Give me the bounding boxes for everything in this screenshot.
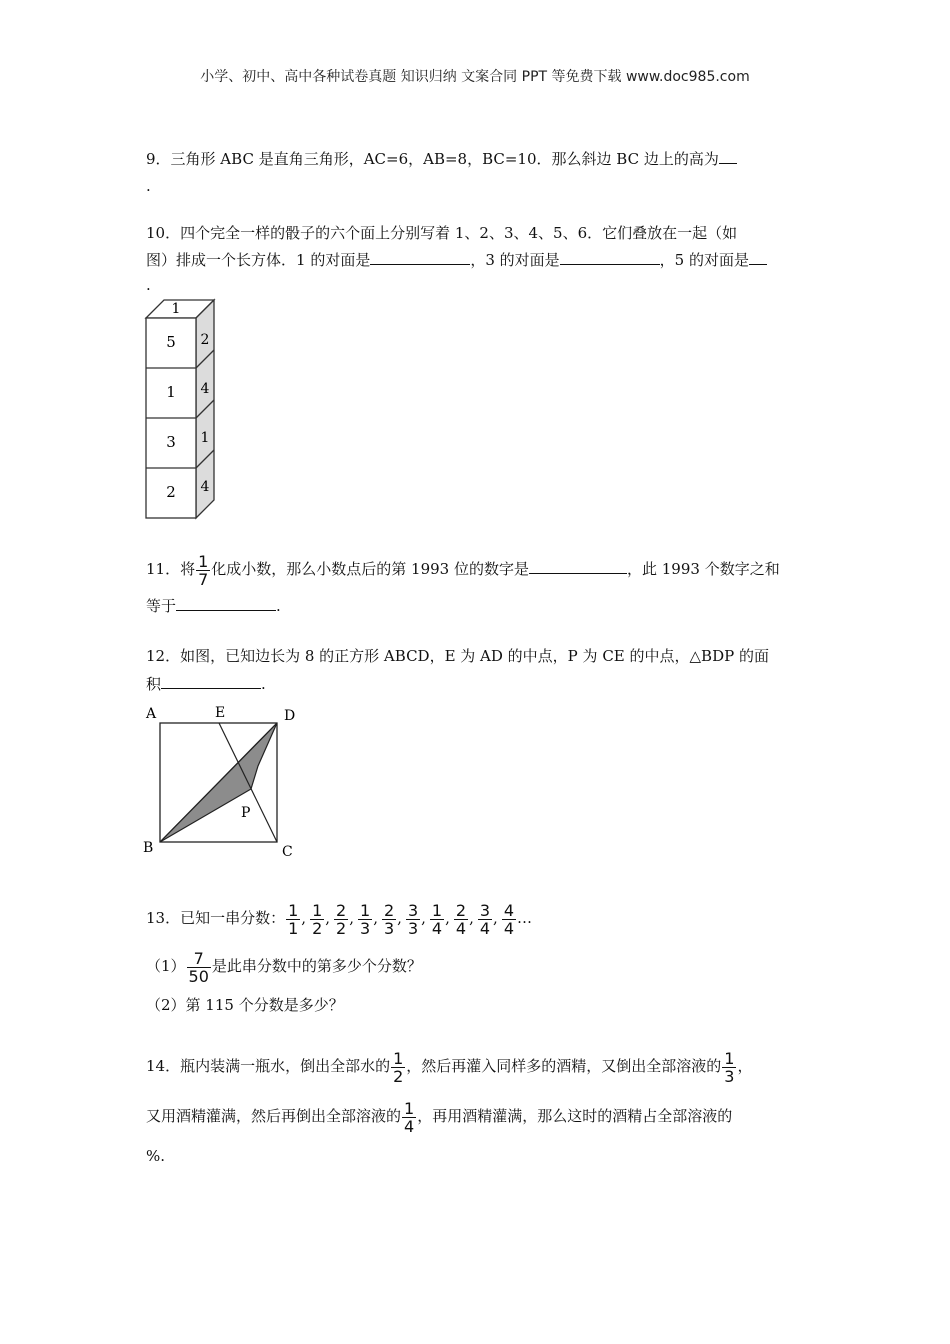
q9-line2: . (146, 177, 151, 195)
q13-fraction-item: $\frac{2}{2}$ (336, 900, 347, 938)
q12-line1: 12．如图，已知边长为 8 的正方形 ABCD，E 为 AD 的中点，P 为 CE 的中点，△BDP 的面 (146, 647, 769, 665)
q10-blank-3 (749, 248, 767, 265)
q13-fraction-item: $\frac{2}{4}$ (455, 900, 467, 938)
q13-sub1-text: 是此串分数中的第多少个分数？ (211, 957, 422, 975)
q14-line2 (146, 1096, 732, 1136)
q14-line1 (146, 1046, 753, 1086)
q13-separator: , (493, 909, 498, 927)
dice-side-number-1: 2 (200, 332, 210, 348)
dice-front-number-1: 5 (166, 333, 176, 351)
q14-text-1b: ，然后再灌入同样多的酒精，又倒出全部溶液的 (406, 1057, 722, 1075)
q13-separator: , (421, 909, 426, 927)
q14-text-2a: 又用酒精灌满，然后再倒出全部溶液的 (146, 1107, 402, 1125)
label-b: B (143, 840, 154, 856)
q12-blank (161, 672, 261, 689)
q14-fraction-1: $\frac{1}{2}$ (393, 1048, 404, 1086)
q10-blank-1 (370, 248, 470, 265)
q11-line1 (146, 550, 780, 588)
q10-line1: 10．四个完全一样的骰子的六个面上分别写着 1、2、3、4、5、6．它们叠放在一起（如 (146, 224, 738, 242)
q13-separator: , (445, 909, 450, 927)
dice-side-number-3: 1 (200, 430, 210, 446)
q14-line3: %. (146, 1147, 166, 1165)
q13-fraction-sequence (285, 900, 517, 938)
q10-blank-2 (560, 248, 660, 265)
q11-prefix: 11．将 (146, 560, 196, 578)
label-p: P (241, 805, 251, 821)
q11-suffix: ，此 1993 个数字之和 (627, 560, 780, 578)
label-a: A (146, 706, 157, 722)
q14-fraction-2: $\frac{1}{3}$ (724, 1048, 735, 1086)
q10-text-a: 图）排成一个长方体．1 的对面是 (146, 251, 371, 269)
square-abcd-figure (140, 700, 310, 862)
q11-line2-end: . (276, 597, 281, 615)
q11-blank-1 (529, 557, 627, 574)
q11-mid: 化成小数，那么小数点后的第 1993 位的数字是 (211, 560, 529, 578)
q13-separator: , (325, 909, 331, 927)
q13-fraction-item: $\frac{1}{3}$ (360, 900, 371, 938)
q11-blank-2 (176, 594, 276, 611)
q9-line1 (146, 147, 737, 170)
q12-line2-end: . (261, 675, 266, 693)
dice-front-number-3: 3 (166, 433, 176, 451)
q13-fraction-item: $\frac{2}{3}$ (383, 900, 395, 938)
q11-fraction: $\frac{1}{7}$ (198, 551, 209, 589)
q14-text-1a: 14．瓶内装满一瓶水，倒出全部水的 (146, 1057, 391, 1075)
q13-fraction-item: $\frac{1}{1}$ (288, 900, 299, 938)
q13-separator: , (301, 909, 307, 927)
dice-front-number-2: 1 (166, 383, 176, 401)
q13-separator: , (397, 909, 402, 927)
q10-text-b: ，3 的对面是 (470, 251, 560, 269)
q13-sub1-prefix: （1） (146, 957, 186, 975)
q13-line1 (146, 897, 532, 939)
dice-stack-figure (140, 294, 230, 524)
q9-answer-blank (719, 147, 737, 164)
q10-text-c: ，5 的对面是 (659, 251, 749, 269)
diagonal-bd (160, 723, 277, 842)
q13-fraction-item: $\frac{3}{3}$ (407, 900, 419, 938)
q13-separator: , (373, 909, 378, 927)
q13-ellipsis: … (517, 909, 532, 927)
q13-sub1 (146, 946, 422, 986)
q13-separator: , (469, 909, 474, 927)
dice-top-number: 1 (171, 301, 181, 317)
dice-side-number-2: 4 (200, 381, 210, 397)
label-e: E (215, 705, 226, 721)
q9-text: 9．三角形 ABC 是直角三角形，AC=6，AB=8，BC=10．那么斜边 BC 边上的高为 (146, 150, 719, 168)
q13-fraction-item: $\frac{1}{2}$ (312, 900, 323, 938)
dice-side-number-4: 4 (200, 479, 210, 495)
page-header: 小学、初中、高中各种试卷真题 知识归纳 文案合同 PPT 等免费下载 www.doc985.com (200, 69, 750, 85)
label-c: C (282, 844, 293, 860)
q14-fraction-3: $\frac{1}{4}$ (404, 1098, 415, 1136)
q13-fraction-item: $\frac{3}{4}$ (479, 900, 491, 938)
q13-fraction-item: $\frac{4}{4}$ (503, 900, 514, 938)
q14-text-2b: ，再用酒精灌满，那么这时的酒精占全部溶液的 (417, 1107, 733, 1125)
q10-line3: . (146, 276, 151, 294)
q11-line2 (146, 594, 281, 617)
q13-sub2: （2）第 115 个分数是多少？ (146, 996, 344, 1014)
label-d: D (284, 708, 296, 724)
q13-separator: , (349, 909, 354, 927)
q14-text-1c: ， (737, 1057, 753, 1075)
q12-line2 (146, 672, 266, 695)
q12-line2-text: 积 (146, 675, 162, 693)
q13-prefix: 13．已知一串分数： (146, 909, 286, 927)
dice-front-number-4: 2 (166, 483, 176, 501)
q10-line2 (146, 248, 767, 271)
q13-fraction-item: $\frac{1}{4}$ (431, 900, 443, 938)
q13-sub1-fraction: $\frac{7}{50}$ (188, 948, 209, 986)
q11-line2-text: 等于 (146, 597, 177, 615)
